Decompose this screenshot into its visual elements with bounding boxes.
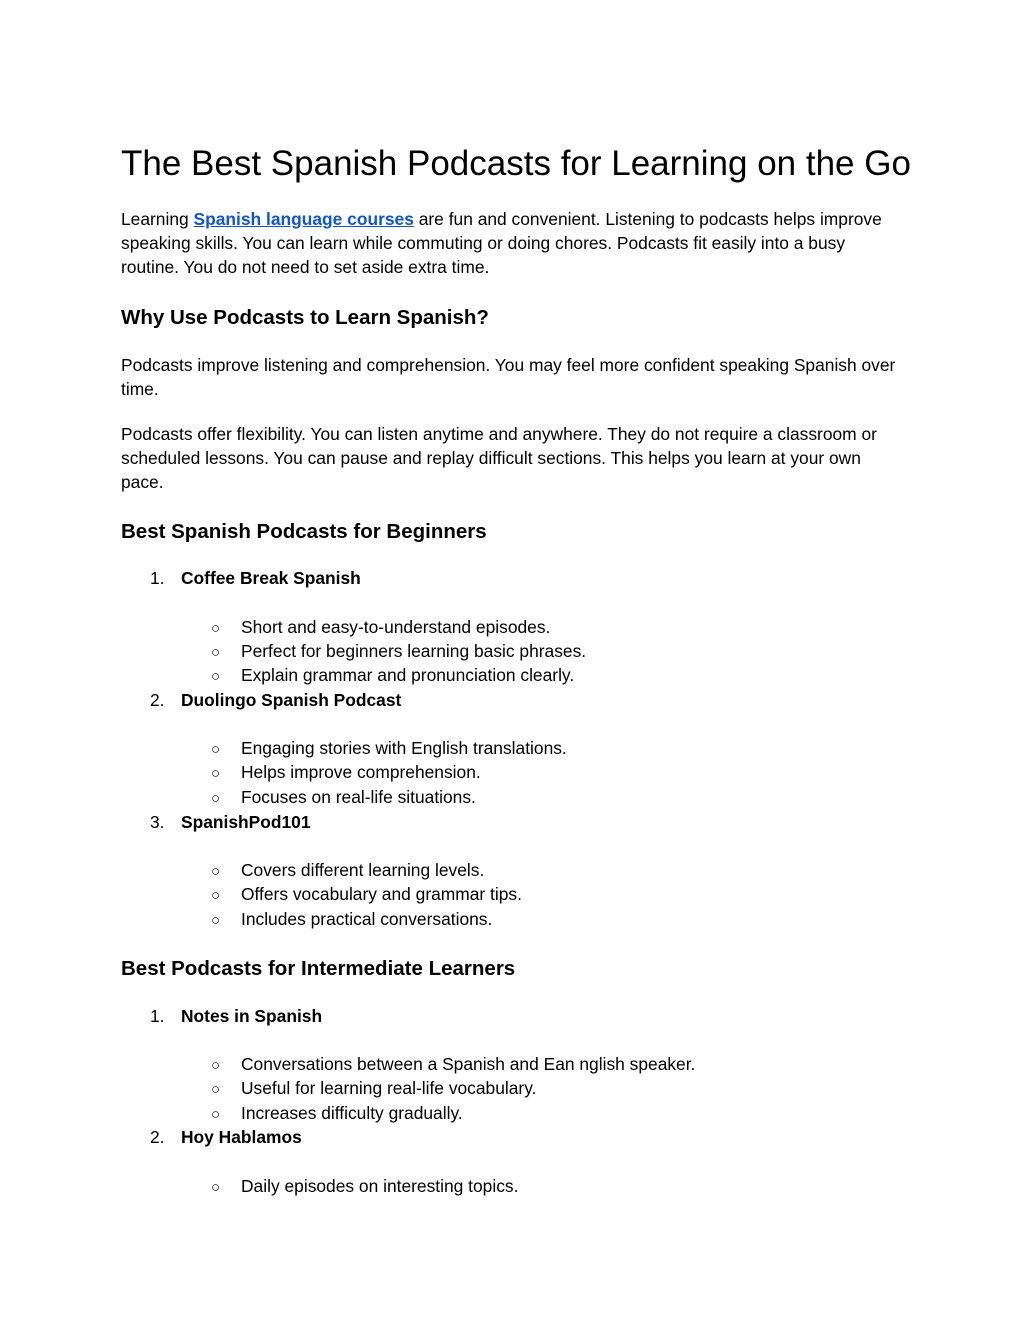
circle-bullet-icon: ○ [211,1081,221,1098]
podcast-name: Hoy Hablamos [181,1127,302,1147]
list-item: ○ Helps improve comprehension. [211,760,481,786]
list-item: ○ Daily episodes on interesting topics. [211,1174,518,1200]
list-item: ○ Focuses on real-life situations. [211,785,476,811]
list-item [150,566,361,590]
why-paragraph-1: Podcasts improve listening and comprehension. You may feel more confident speaking Spanish over time. [121,355,896,400]
circle-bullet-icon: ○ [211,912,221,929]
intro-paragraph [121,207,906,280]
podcast-name: SpanishPod101 [181,812,311,832]
heading-beginners: Best Spanish Podcasts for Beginners [121,520,487,543]
list-item: ○ Offers vocabulary and grammar tips. [211,882,522,908]
circle-bullet-icon: ○ [211,644,221,661]
list-item: ○ Explain grammar and pronunciation clearly. [211,663,574,689]
list-number: 2. [150,690,165,710]
spanish-courses-link[interactable]: Spanish language courses [193,209,414,229]
list-number: 1. [150,1006,165,1026]
list-item: ○ Short and easy-to-understand episodes. [211,615,550,641]
circle-bullet-icon: ○ [211,1057,221,1074]
list-number: 3. [150,812,165,832]
circle-bullet-icon: ○ [211,790,221,807]
list-number: 2. [150,1127,165,1147]
circle-bullet-icon: ○ [211,1106,221,1123]
circle-bullet-icon: ○ [211,1179,221,1196]
list-item: ○ Conversations between a Spanish and Ean nglish speaker. [211,1052,695,1078]
heading-why-podcasts: Why Use Podcasts to Learn Spanish? [121,306,489,329]
podcast-name: Duolingo Spanish Podcast [181,690,402,710]
list-item [150,1125,302,1149]
list-item: ○ Includes practical conversations. [211,907,492,933]
circle-bullet-icon: ○ [211,741,221,758]
list-item [150,688,401,712]
intro-text-after: are fun and convenient. Listening to podcasts helps improve speaking skills. You can learn while commuting or doing chores. Podcasts fit easily into a busy routine. You do not need to set aside extra time. [121,209,882,278]
podcast-name: Coffee Break Spanish [181,568,361,588]
circle-bullet-icon: ○ [211,668,221,685]
page-title: The Best Spanish Podcasts for Learning on the Go [121,144,911,183]
circle-bullet-icon: ○ [211,887,221,904]
podcast-name: Notes in Spanish [181,1006,323,1026]
list-item: ○ Increases difficulty gradually. [211,1101,463,1127]
list-item [150,1004,322,1028]
circle-bullet-icon: ○ [211,765,221,782]
list-item: ○ Covers different learning levels. [211,858,484,884]
intro-text-before: Learning [121,209,194,229]
list-item: ○ Useful for learning real-life vocabulary. [211,1076,536,1102]
circle-bullet-icon: ○ [211,620,221,637]
heading-intermediate: Best Podcasts for Intermediate Learners [121,957,516,980]
list-number: 1. [150,568,165,588]
circle-bullet-icon: ○ [211,863,221,880]
list-item: ○ Engaging stories with English translations. [211,736,567,762]
why-paragraph-2: Podcasts offer flexibility. You can listen anytime and anywhere. They do not require a classroom or scheduled lessons. You can pause and replay difficult sections. This helps you learn at your own pace. [121,424,877,493]
list-item: ○ Perfect for beginners learning basic phrases. [211,639,586,665]
list-item [150,810,311,834]
